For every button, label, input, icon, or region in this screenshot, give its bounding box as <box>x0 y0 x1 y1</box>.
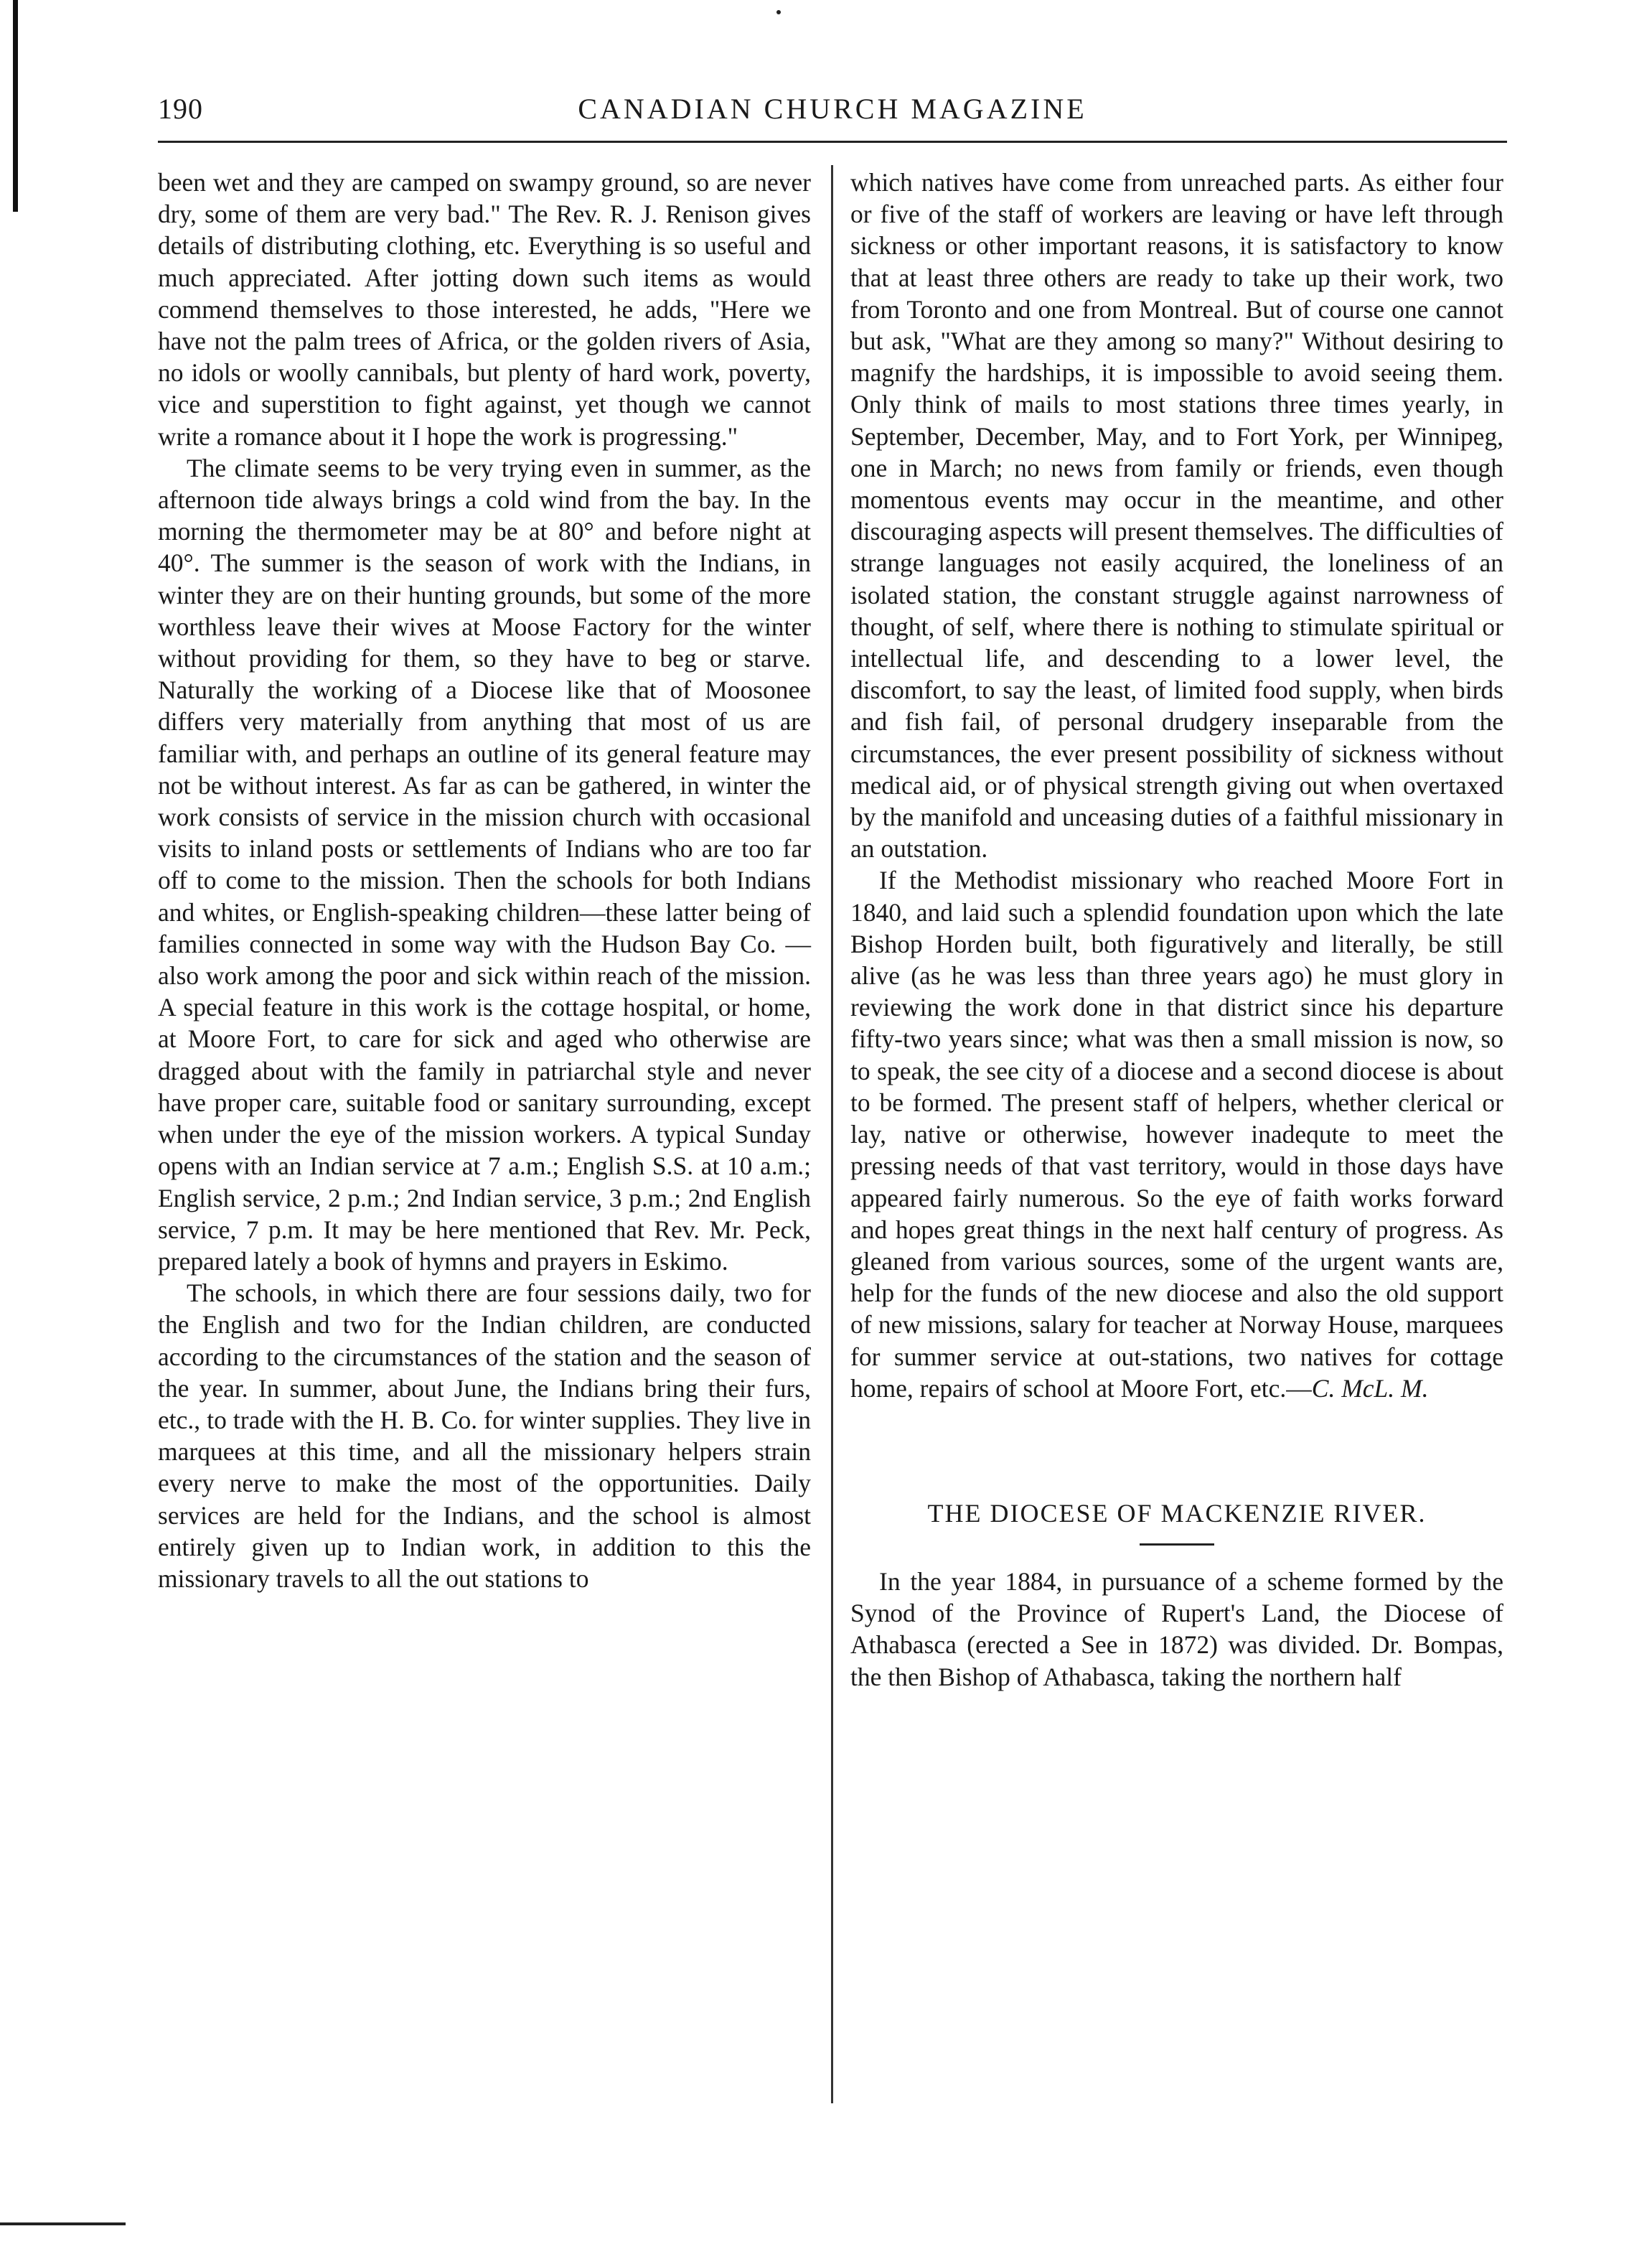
print-speck <box>776 10 781 14</box>
right-paragraph-1: which natives have come from unreached parts. As either four or five of the staff of workers are leaving or have left through sickness or other important reasons, it is satisfactory to know that at least three others are ready to take up their work, two from Toronto and one from Montreal. But of course one cannot but ask, "What are they among so many?" Without desiring to magnify the hardships, it is impossible to avoid seeing them. Only think of mails to most stations three times yearly, in September, December, May, and to Fort York, per Winnipeg, one in March; no news from family or friends, even though momentous events may occur in the meantime, and other discouraging aspects will present themselves. The difficulties of strange languages not easily acquired, the loneliness of an isolated station, the constant struggle against narrowness of thought, of self, where there is nothing to stimulate spiritual or intellectual life, and descending to a lower level, the discomfort, to say the least, of limited food supply, when birds and fish fail, of personal drudgery inseparable from the circumstances, the ever present possibility of sickness without medical aid, or of physical strength giving out when overtaxed by the manifold and unceasing duties of a faithful missionary in an outstation. <box>850 168 1503 864</box>
left-margin-rule <box>13 0 18 212</box>
left-paragraph-2: The climate seems to be very trying even in summer, as the afternoon tide always brings a cold wind from the bay. In the morning the thermometer may be at 80° and before night at 40°. The summer is the season of work with the Indians, in winter they are on their hunting grounds, but some of the more worthless leave their wives at Moose Factory for the winter without providing for them, so they have to beg or starve. Naturally the working of a Diocese like that of Moosonee differs very materially from anything that most of us are familiar with, and perhaps an outline of its general feature may not be without interest. As far as can be gathered, in winter the work consists of service in the mission church with occasional visits to inland posts or settlements of Indians who are too far off to come to the mission. Then the schools for both Indians and whites, or English-speaking children—these latter being of families connected in some way with the Hudson Bay Co. —also work among the poor and sick within reach of the mission. A special feature in this work is the cottage hospital, or home, at Moore Fort, to care for sick and aged who otherwise are dragged about with the family in patriarchal style and never have proper care, suitable food or sanitary surrounding, except when under the eye of the mission workers. A typical Sunday opens with an Indian service at 7 a.m.; English S.S. at 10 a.m.; English service, 2 p.m.; 2nd Indian service, 3 p.m.; 2nd English service, 7 p.m. It may be here mentioned that Rev. Mr. Peck, prepared lately a book of hymns and prayers in Eskimo. <box>158 453 811 1276</box>
right-paragraph-3: In the year 1884, in pursuance of a scheme formed by the Synod of the Province of Rupert's Land, the Diocese of Athabasca (erected a See in 1872) was divided. Dr. Bompas, the then Bishop of Athabasca, taking the northern half <box>850 1566 1503 1691</box>
right-paragraph-2-text: If the Methodist missionary who reached Moore Fort in 1840, and laid such a splendid foundation upon which the late Bishop Horden built, both figuratively and literally, be still alive (as he was less than three years ago) he must glory in reviewing the work done in that district since his departure fifty-two years since; what was then a small mission is now, so to speak, the see city of a diocese and a second diocese is about to be formed. The present staff of helpers, whether clerical or lay, native or otherwise, however inadequte to meet the pressing needs of that vast territory, would in those days have appeared fairly numerous. So the eye of faith works forward and hopes great things in the next half century of progress. As gleaned from various sources, some of the urgent wants are, help for the funds of the new diocese and also the old support of new missions, salary for teacher at Norway House, marquees for summer service at out-stations, two natives for cottage home, repairs of school at Moore Fort, etc.— <box>850 866 1503 1403</box>
left-column <box>158 167 811 1594</box>
left-paragraph-1: been wet and they are camped on swampy ground, so are never dry, some of them are very bad." The Rev. R. J. Renison gives details of distributing clothing, etc. Everything is so useful and much appreciated. After jotting down such items as would commend themselves to those interested, he adds, "Here we have not the palm trees of Africa, or the golden rivers of Asia, no idols or woolly cannibals, but plenty of hard work, poverty, vice and superstition to fight against, yet though we cannot write a romance about it I hope the work is progressing." <box>158 168 811 451</box>
bottom-margin-rule <box>0 2222 126 2225</box>
section-heading: THE DIOCESE OF MACKENZIE RIVER. <box>927 1498 1427 1528</box>
column-divider <box>831 165 833 2103</box>
page-number: 190 <box>158 93 203 125</box>
right-column <box>850 167 1503 1693</box>
right-paragraph-2 <box>850 864 1503 1403</box>
running-title: CANADIAN CHURCH MAGAZINE <box>578 93 1087 125</box>
page-header <box>158 92 1507 136</box>
section-rule <box>1140 1543 1214 1546</box>
header-rule <box>158 141 1507 143</box>
left-paragraph-3: The schools, in which there are four sessions daily, two for the English and two for the Indian children, are conducted according to the circumstances of the station and the season of the year. In summer, about June, the Indians bring their furs, etc., to trade with the H. B. Co. for winter supplies. They live in marquees at this time, and all the missionary helpers strain every nerve to make the most of the opportunities. Daily services are held for the Indians, and the school is almost entirely given up to Indian work, in addition to this the missionary travels to all the out stations to <box>158 1278 811 1593</box>
signature: C. McL. M. <box>1311 1373 1429 1403</box>
